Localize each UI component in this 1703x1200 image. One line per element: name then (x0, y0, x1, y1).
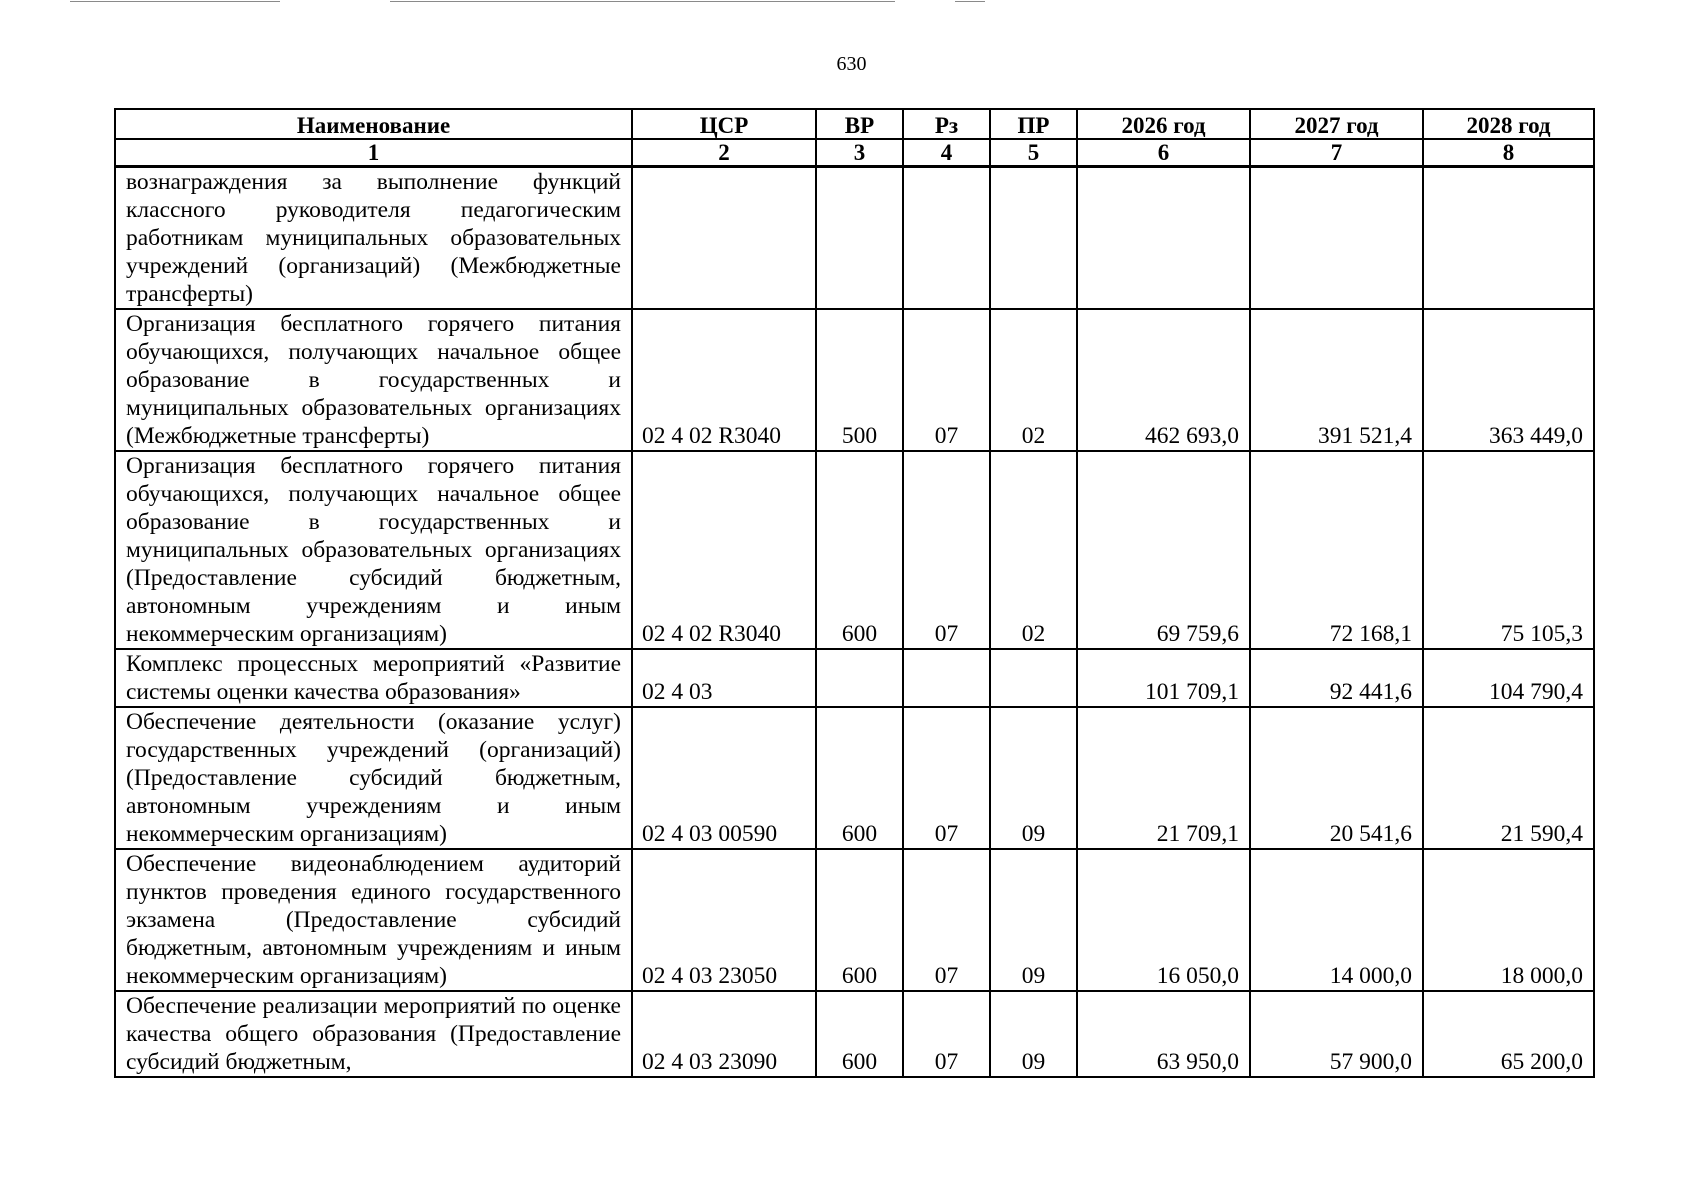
table-row (115, 707, 1594, 849)
table-row (115, 991, 1594, 1077)
row-2028: 18 000,0 (1423, 849, 1594, 991)
row-vr: 600 (816, 991, 903, 1077)
header-cell-rz: Рз (903, 109, 990, 139)
row-2026: 63 950,0 (1077, 991, 1250, 1077)
header-cell-2027: 2027 год (1250, 109, 1423, 139)
row-name: вознаграждения за выполнение функций классного руководителя педагогическим работникам муниципальных образовательных учреждений (организаций) (Межбюджетные трансферты) (115, 167, 632, 310)
row-vr (816, 167, 903, 310)
column-number: 1 (115, 139, 632, 167)
table-row (115, 309, 1594, 451)
row-vr: 500 (816, 309, 903, 451)
row-csr: 02 4 03 23090 (632, 991, 816, 1077)
header-cell-name: Наименование (115, 109, 632, 139)
column-number-row (115, 139, 1594, 167)
row-rz: 07 (903, 451, 990, 649)
row-csr: 02 4 02 R3040 (632, 309, 816, 451)
row-2026: 101 709,1 (1077, 649, 1250, 707)
row-2028: 65 200,0 (1423, 991, 1594, 1077)
header-row (115, 109, 1594, 139)
scan-artifact-line (390, 1, 895, 2)
row-pr (990, 649, 1077, 707)
row-pr (990, 167, 1077, 310)
row-vr (816, 649, 903, 707)
table-row (115, 451, 1594, 649)
row-2028: 363 449,0 (1423, 309, 1594, 451)
row-name: Обеспечение деятельности (оказание услуг) государственных учреждений (организаций) (Предоставление субсидий бюджетным, автономным учреждениям и иным некоммерческим организациям) (115, 707, 632, 849)
row-2027: 57 900,0 (1250, 991, 1423, 1077)
column-number: 7 (1250, 139, 1423, 167)
row-pr: 02 (990, 451, 1077, 649)
header-cell-2028: 2028 год (1423, 109, 1594, 139)
row-rz: 07 (903, 707, 990, 849)
header-cell-csr: ЦСР (632, 109, 816, 139)
row-csr (632, 167, 816, 310)
table-row (115, 849, 1594, 991)
row-rz: 07 (903, 849, 990, 991)
row-csr: 02 4 03 23050 (632, 849, 816, 991)
column-number: 8 (1423, 139, 1594, 167)
column-number: 4 (903, 139, 990, 167)
column-number: 5 (990, 139, 1077, 167)
row-csr: 02 4 03 (632, 649, 816, 707)
row-2028: 75 105,3 (1423, 451, 1594, 649)
row-rz (903, 167, 990, 310)
row-2026: 69 759,6 (1077, 451, 1250, 649)
row-csr: 02 4 03 00590 (632, 707, 816, 849)
header-cell-pr: ПР (990, 109, 1077, 139)
row-name: Обеспечение реализации мероприятий по оценке качества общего образования (Предоставление субсидий бюджетным, (115, 991, 632, 1077)
row-rz (903, 649, 990, 707)
row-2027: 391 521,4 (1250, 309, 1423, 451)
row-name: Организация бесплатного горячего питания обучающихся, получающих начальное общее образование в государственных и муниципальных образовательных организациях (Предоставление субсидий бюджетным, автономным учреждениям и иным некоммерческим организациям) (115, 451, 632, 649)
row-2027: 92 441,6 (1250, 649, 1423, 707)
row-2028: 104 790,4 (1423, 649, 1594, 707)
row-2026: 21 709,1 (1077, 707, 1250, 849)
row-2026: 462 693,0 (1077, 309, 1250, 451)
row-2028 (1423, 167, 1594, 310)
row-rz: 07 (903, 309, 990, 451)
header-cell-2026: 2026 год (1077, 109, 1250, 139)
budget-table (114, 108, 1595, 1078)
row-name: Комплекс процессных мероприятий «Развитие системы оценки качества образования» (115, 649, 632, 707)
row-pr: 09 (990, 991, 1077, 1077)
page-number: 630 (836, 53, 867, 75)
row-2027: 72 168,1 (1250, 451, 1423, 649)
row-2027 (1250, 167, 1423, 310)
scan-artifact-line (955, 1, 985, 2)
header-cell-vr: ВР (816, 109, 903, 139)
row-vr: 600 (816, 849, 903, 991)
row-name: Обеспечение видеонаблюдением аудиторий пунктов проведения единого государственного экзамена (Предоставление субсидий бюджетным, автономным учреждениям и иным некоммерческим организациям) (115, 849, 632, 991)
row-name: Организация бесплатного горячего питания обучающихся, получающих начальное общее образование в государственных и муниципальных образовательных организациях (Межбюджетные трансферты) (115, 309, 632, 451)
row-pr: 02 (990, 309, 1077, 451)
row-vr: 600 (816, 451, 903, 649)
row-2026: 16 050,0 (1077, 849, 1250, 991)
row-2026 (1077, 167, 1250, 310)
column-number: 6 (1077, 139, 1250, 167)
row-csr: 02 4 02 R3040 (632, 451, 816, 649)
column-number: 2 (632, 139, 816, 167)
scan-artifact-line (70, 1, 280, 2)
row-2027: 20 541,6 (1250, 707, 1423, 849)
row-pr: 09 (990, 849, 1077, 991)
row-2028: 21 590,4 (1423, 707, 1594, 849)
row-2027: 14 000,0 (1250, 849, 1423, 991)
table-row (115, 167, 1594, 310)
row-vr: 600 (816, 707, 903, 849)
column-number: 3 (816, 139, 903, 167)
row-pr: 09 (990, 707, 1077, 849)
table-row (115, 649, 1594, 707)
row-rz: 07 (903, 991, 990, 1077)
